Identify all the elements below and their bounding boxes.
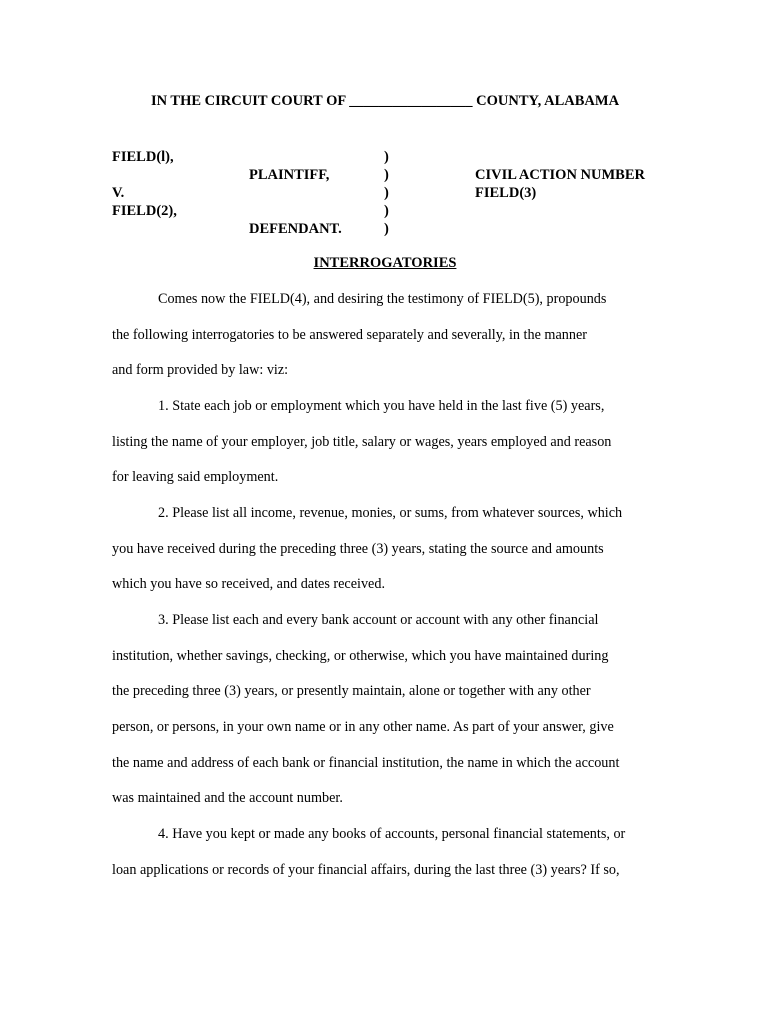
body-line: Comes now the FIELD(4), and desiring the testimony of FIELD(5), propounds bbox=[158, 291, 607, 307]
body-line: 1. State each job or employment which you have held in the last five (5) years, bbox=[158, 398, 605, 414]
body-line: 2. Please list all income, revenue, monies, or sums, from whatever sources, which bbox=[158, 505, 623, 521]
caption-paren: ) bbox=[384, 203, 389, 219]
body-line: listing the name of your employer, job title, salary or wages, years employed and reason bbox=[112, 434, 612, 450]
defendant-field: FIELD(2), bbox=[112, 203, 177, 219]
versus-label: V. bbox=[112, 185, 125, 201]
caption-paren: ) bbox=[384, 185, 389, 201]
caption-paren: ) bbox=[384, 167, 389, 183]
body-line: for leaving said employment. bbox=[112, 469, 279, 485]
body-line: you have received during the preceding three (3) years, stating the source and amounts bbox=[112, 541, 604, 557]
body-line: was maintained and the account number. bbox=[112, 790, 343, 806]
civil-action-field: FIELD(3) bbox=[475, 185, 537, 201]
body-line: the following interrogatories to be answered separately and severally, in the manner bbox=[112, 327, 587, 343]
body-line: person, or persons, in your own name or in any other name. As part of your answer, give bbox=[112, 719, 614, 735]
court-title: IN THE CIRCUIT COURT OF _________________ COUNTY, ALABAMA bbox=[150, 93, 620, 109]
plaintiff-label: PLAINTIFF, bbox=[249, 167, 330, 183]
body-line: and form provided by law: viz: bbox=[112, 362, 289, 378]
caption-paren: ) bbox=[384, 221, 389, 237]
body-line: 4. Have you kept or made any books of accounts, personal financial statements, or bbox=[158, 826, 626, 842]
body-line: loan applications or records of your financial affairs, during the last three (3) years? If so, bbox=[112, 862, 620, 878]
civil-action-label: CIVIL ACTION NUMBER bbox=[475, 167, 645, 183]
defendant-label: DEFENDANT. bbox=[249, 221, 342, 237]
body-line: which you have so received, and dates received. bbox=[112, 576, 385, 592]
caption-paren: ) bbox=[384, 149, 389, 165]
body-line: the preceding three (3) years, or presently maintain, alone or together with any other bbox=[112, 683, 591, 699]
body-line: 3. Please list each and every bank account or account with any other financial bbox=[158, 612, 599, 628]
body-line: the name and address of each bank or financial institution, the name in which the account bbox=[112, 755, 620, 771]
document-heading: INTERROGATORIES bbox=[313, 255, 457, 271]
plaintiff-field: FIELD(l), bbox=[112, 149, 174, 165]
body-line: institution, whether savings, checking, or otherwise, which you have maintained during bbox=[112, 648, 609, 664]
